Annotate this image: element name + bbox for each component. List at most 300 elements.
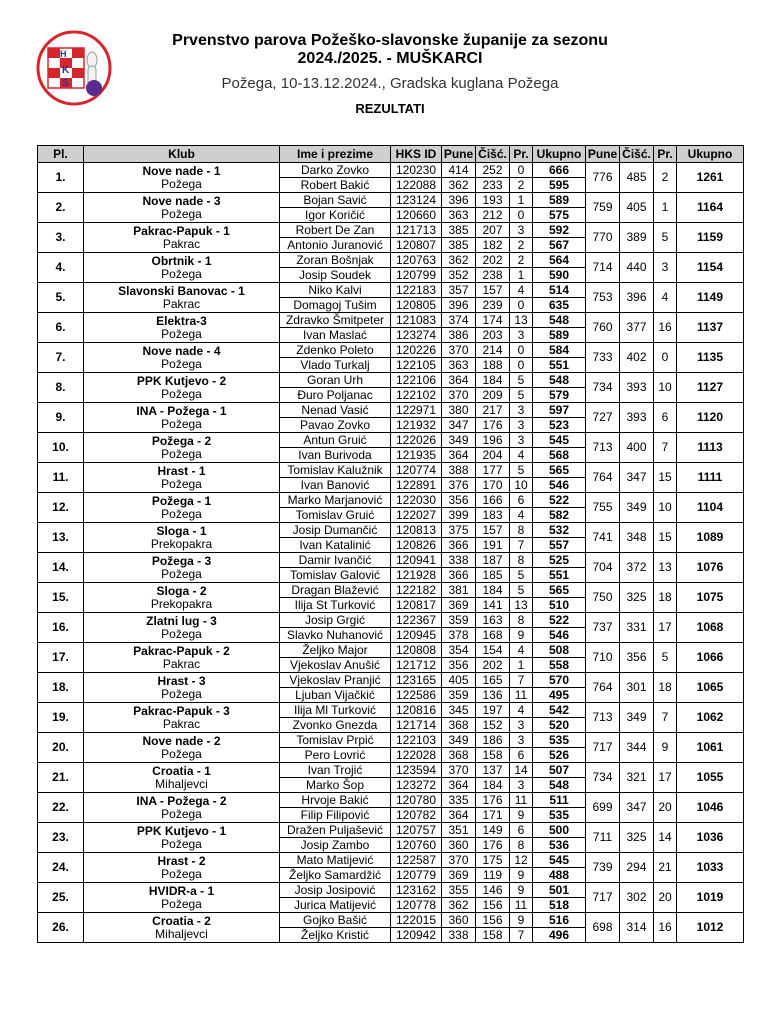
table-row xyxy=(38,553,744,568)
player-ukupno: 546 xyxy=(533,478,586,493)
player-hks-id: 120757 xyxy=(391,823,442,838)
pair-pr: 7 xyxy=(654,703,677,733)
player-cisc: 119 xyxy=(476,868,510,883)
table-row xyxy=(38,523,744,538)
player-pr: 1 xyxy=(510,658,533,673)
player-cisc: 136 xyxy=(476,688,510,703)
pair-pr: 10 xyxy=(654,493,677,523)
player-ukupno: 495 xyxy=(533,688,586,703)
player-cisc: 158 xyxy=(476,748,510,763)
place-cell: 19. xyxy=(38,703,84,733)
pair-pr: 16 xyxy=(654,913,677,943)
player-hks-id: 120782 xyxy=(391,808,442,823)
player-pune: 366 xyxy=(442,538,476,553)
player-hks-id: 120799 xyxy=(391,268,442,283)
place-cell: 24. xyxy=(38,853,84,883)
club-city: Požega xyxy=(161,386,202,401)
player-name: Hrvoje Bakić xyxy=(280,793,391,808)
player-pune: 396 xyxy=(442,193,476,208)
pair-pune: 734 xyxy=(586,763,620,793)
player-pr: 3 xyxy=(510,403,533,418)
player-ukupno: 597 xyxy=(533,403,586,418)
player-name: Tomislav Prpić xyxy=(280,733,391,748)
player-pune: 399 xyxy=(442,508,476,523)
player-pune: 388 xyxy=(442,463,476,478)
club-city: Prekopakra xyxy=(150,536,213,551)
club-city: Požega xyxy=(161,356,202,371)
player-name: Zdravko Šmitpeter xyxy=(280,313,391,328)
player-pr: 5 xyxy=(510,373,533,388)
player-name: Gojko Bašić xyxy=(280,913,391,928)
player-pr: 5 xyxy=(510,463,533,478)
club-city: Mihaljevci xyxy=(155,776,208,791)
col-pr: Pr. xyxy=(510,146,533,163)
table-row xyxy=(38,463,744,478)
club-name: Požega - 1 xyxy=(151,493,212,508)
place-cell: 3. xyxy=(38,223,84,253)
pair-ukupno: 1113 xyxy=(677,433,744,463)
player-pr: 1 xyxy=(510,268,533,283)
player-ukupno: 514 xyxy=(533,283,586,298)
player-pr: 7 xyxy=(510,673,533,688)
pair-pune: 737 xyxy=(586,613,620,643)
player-pr: 14 xyxy=(510,763,533,778)
player-pr: 6 xyxy=(510,493,533,508)
player-ukupno: 511 xyxy=(533,793,586,808)
player-ukupno: 522 xyxy=(533,613,586,628)
club-name: PPK Kutjevo - 2 xyxy=(136,373,227,388)
club-cell xyxy=(84,583,280,613)
player-pune: 370 xyxy=(442,763,476,778)
player-ukupno: 551 xyxy=(533,358,586,373)
player-cisc: 157 xyxy=(476,283,510,298)
player-hks-id: 122102 xyxy=(391,388,442,403)
pair-ukupno: 1089 xyxy=(677,523,744,553)
pair-pr: 3 xyxy=(654,253,677,283)
player-hks-id: 120807 xyxy=(391,238,442,253)
player-pr: 3 xyxy=(510,778,533,793)
table-row xyxy=(38,433,744,448)
player-cisc: 185 xyxy=(476,568,510,583)
place-cell: 22. xyxy=(38,793,84,823)
club-cell xyxy=(84,253,280,283)
pair-pr: 2 xyxy=(654,163,677,193)
player-cisc: 174 xyxy=(476,313,510,328)
player-cisc: 209 xyxy=(476,388,510,403)
player-hks-id: 122106 xyxy=(391,373,442,388)
player-pr: 5 xyxy=(510,568,533,583)
player-pr: 3 xyxy=(510,718,533,733)
player-cisc: 203 xyxy=(476,328,510,343)
table-row xyxy=(38,493,744,508)
player-cisc: 166 xyxy=(476,493,510,508)
pair-pr: 15 xyxy=(654,523,677,553)
player-pune: 356 xyxy=(442,493,476,508)
player-cisc: 239 xyxy=(476,298,510,313)
player-pune: 375 xyxy=(442,523,476,538)
pair-pune: 770 xyxy=(586,223,620,253)
table-row xyxy=(38,913,744,928)
player-pune: 362 xyxy=(442,178,476,193)
player-name: Igor Koričić xyxy=(280,208,391,223)
pair-pune: 733 xyxy=(586,343,620,373)
player-pune: 359 xyxy=(442,688,476,703)
player-ukupno: 545 xyxy=(533,853,586,868)
player-hks-id: 122027 xyxy=(391,508,442,523)
player-ukupno: 567 xyxy=(533,238,586,253)
player-cisc: 191 xyxy=(476,538,510,553)
player-name: Željko Major xyxy=(280,643,391,658)
player-hks-id: 122586 xyxy=(391,688,442,703)
player-hks-id: 121932 xyxy=(391,418,442,433)
pair-pune: 711 xyxy=(586,823,620,853)
club-cell xyxy=(84,673,280,703)
club-name: PPK Kutjevo - 1 xyxy=(136,823,227,838)
table-row xyxy=(38,313,744,328)
club-name: Nove nade - 4 xyxy=(142,343,221,358)
place-cell: 25. xyxy=(38,883,84,913)
club-city: Požega xyxy=(161,836,202,851)
player-ukupno: 522 xyxy=(533,493,586,508)
player-hks-id: 120826 xyxy=(391,538,442,553)
player-pune: 360 xyxy=(442,913,476,928)
place-cell: 12. xyxy=(38,493,84,523)
player-cisc: 204 xyxy=(476,448,510,463)
player-hks-id: 122088 xyxy=(391,178,442,193)
player-name: Željko Kristić xyxy=(280,928,391,943)
player-ukupno: 526 xyxy=(533,748,586,763)
pair-ukupno: 1111 xyxy=(677,463,744,493)
player-hks-id: 122183 xyxy=(391,283,442,298)
player-cisc: 170 xyxy=(476,478,510,493)
player-hks-id: 122182 xyxy=(391,583,442,598)
col-pair-cisc: Čišć. xyxy=(620,146,654,163)
club-cell xyxy=(84,523,280,553)
player-pr: 0 xyxy=(510,163,533,178)
player-name: Ljuban Vijačkić xyxy=(280,688,391,703)
pair-cisc: 348 xyxy=(620,523,654,553)
club-cell xyxy=(84,403,280,433)
player-name: Ivan Maslać xyxy=(280,328,391,343)
player-cisc: 146 xyxy=(476,883,510,898)
pair-cisc: 372 xyxy=(620,553,654,583)
club-name: Hrast - 1 xyxy=(157,463,206,478)
pair-cisc: 347 xyxy=(620,463,654,493)
player-ukupno: 551 xyxy=(533,568,586,583)
pair-pr: 20 xyxy=(654,883,677,913)
player-hks-id: 120816 xyxy=(391,703,442,718)
player-cisc: 149 xyxy=(476,823,510,838)
pair-pune: 760 xyxy=(586,313,620,343)
club-city: Požega xyxy=(161,686,202,701)
place-cell: 7. xyxy=(38,343,84,373)
player-ukupno: 507 xyxy=(533,763,586,778)
player-hks-id: 122103 xyxy=(391,733,442,748)
col-cisc: Čišć. xyxy=(476,146,510,163)
player-ukupno: 546 xyxy=(533,628,586,643)
club-city: Požega xyxy=(161,476,202,491)
pair-pune: 734 xyxy=(586,373,620,403)
logo-letter-h: H xyxy=(60,49,67,59)
table-row xyxy=(38,613,744,628)
player-pune: 359 xyxy=(442,613,476,628)
club-cell xyxy=(84,823,280,853)
player-cisc: 187 xyxy=(476,553,510,568)
place-cell: 9. xyxy=(38,403,84,433)
player-hks-id: 120230 xyxy=(391,163,442,178)
player-cisc: 158 xyxy=(476,928,510,943)
player-pr: 0 xyxy=(510,343,533,358)
player-pune: 349 xyxy=(442,733,476,748)
player-pr: 8 xyxy=(510,523,533,538)
club-name: Požega - 2 xyxy=(151,433,212,448)
player-hks-id: 120760 xyxy=(391,838,442,853)
player-cisc: 183 xyxy=(476,508,510,523)
club-name: Obrtnik - 1 xyxy=(151,253,212,268)
player-hks-id: 122367 xyxy=(391,613,442,628)
player-hks-id: 122587 xyxy=(391,853,442,868)
player-name: Josip Zambo xyxy=(280,838,391,853)
pair-ukupno: 1068 xyxy=(677,613,744,643)
pair-ukupno: 1154 xyxy=(677,253,744,283)
player-name: Ivan Trojić xyxy=(280,763,391,778)
player-name: Zoran Bošnjak xyxy=(280,253,391,268)
player-name: Josip Soudek xyxy=(280,268,391,283)
player-pune: 357 xyxy=(442,283,476,298)
pair-pune: 753 xyxy=(586,283,620,313)
player-pune: 363 xyxy=(442,208,476,223)
player-cisc: 163 xyxy=(476,613,510,628)
pair-ukupno: 1033 xyxy=(677,853,744,883)
player-ukupno: 542 xyxy=(533,703,586,718)
player-pr: 13 xyxy=(510,598,533,613)
table-row xyxy=(38,703,744,718)
club-name: HVIDR-a - 1 xyxy=(148,883,215,898)
pair-pune: 717 xyxy=(586,733,620,763)
player-hks-id: 121714 xyxy=(391,718,442,733)
player-ukupno: 500 xyxy=(533,823,586,838)
player-pr: 4 xyxy=(510,508,533,523)
player-ukupno: 589 xyxy=(533,328,586,343)
pair-ukupno: 1164 xyxy=(677,193,744,223)
player-pune: 385 xyxy=(442,223,476,238)
player-name: Josip Dumančić xyxy=(280,523,391,538)
pair-pune: 714 xyxy=(586,253,620,283)
club-name: Nove nade - 1 xyxy=(142,163,221,178)
player-ukupno: 595 xyxy=(533,178,586,193)
club-name: Zlatni lug - 3 xyxy=(146,613,217,628)
table-row xyxy=(38,793,744,808)
player-cisc: 176 xyxy=(476,418,510,433)
player-ukupno: 579 xyxy=(533,388,586,403)
player-hks-id: 120805 xyxy=(391,298,442,313)
pair-ukupno: 1062 xyxy=(677,703,744,733)
player-pr: 6 xyxy=(510,748,533,763)
place-cell: 6. xyxy=(38,313,84,343)
player-name: Zvonko Gnezda xyxy=(280,718,391,733)
player-pr: 7 xyxy=(510,928,533,943)
pair-pune: 776 xyxy=(586,163,620,193)
pair-ukupno: 1036 xyxy=(677,823,744,853)
table-row xyxy=(38,163,744,178)
pair-cisc: 321 xyxy=(620,763,654,793)
table-row xyxy=(38,733,744,748)
col-name: Ime i prezime xyxy=(280,146,391,163)
pair-cisc: 325 xyxy=(620,583,654,613)
player-hks-id: 122015 xyxy=(391,913,442,928)
results-label: REZULTATI xyxy=(355,101,425,116)
player-ukupno: 557 xyxy=(533,538,586,553)
player-pune: 335 xyxy=(442,793,476,808)
club-city: Pakrac xyxy=(162,236,201,251)
pair-pr: 21 xyxy=(654,853,677,883)
place-cell: 23. xyxy=(38,823,84,853)
player-name: Domagoj Tušim xyxy=(280,298,391,313)
pair-ukupno: 1019 xyxy=(677,883,744,913)
player-cisc: 207 xyxy=(476,223,510,238)
player-pr: 3 xyxy=(510,418,533,433)
club-city: Požega xyxy=(161,626,202,641)
player-hks-id: 120774 xyxy=(391,463,442,478)
club-city: Požega xyxy=(161,206,202,221)
player-name: Niko Kalvi xyxy=(280,283,391,298)
title-line-2: 2024./2025. - MUŠKARCI xyxy=(297,50,483,67)
col-pair-ukupno: Ukupno xyxy=(677,146,744,163)
player-pune: 345 xyxy=(442,703,476,718)
player-name: Mato Matijević xyxy=(280,853,391,868)
club-name: Hrast - 2 xyxy=(157,853,206,868)
player-cisc: 141 xyxy=(476,598,510,613)
player-pr: 9 xyxy=(510,883,533,898)
player-cisc: 184 xyxy=(476,583,510,598)
player-name: Josip Grgić xyxy=(280,613,391,628)
player-hks-id: 120817 xyxy=(391,598,442,613)
player-name: Pero Lovrić xyxy=(280,748,391,763)
player-ukupno: 523 xyxy=(533,418,586,433)
player-cisc: 157 xyxy=(476,523,510,538)
player-name: Vjekoslav Anušić xyxy=(280,658,391,673)
pair-ukupno: 1055 xyxy=(677,763,744,793)
player-pune: 385 xyxy=(442,238,476,253)
player-pr: 5 xyxy=(510,583,533,598)
club-name: INA - Požega - 2 xyxy=(136,793,227,808)
place-cell: 5. xyxy=(38,283,84,313)
club-cell xyxy=(84,763,280,793)
place-cell: 26. xyxy=(38,913,84,943)
table-row xyxy=(38,403,744,418)
player-pr: 6 xyxy=(510,823,533,838)
club-name: INA - Požega - 1 xyxy=(136,403,227,418)
pair-pune: 710 xyxy=(586,643,620,673)
player-pune: 370 xyxy=(442,388,476,403)
player-pune: 363 xyxy=(442,358,476,373)
player-pr: 3 xyxy=(510,328,533,343)
player-pr: 4 xyxy=(510,283,533,298)
place-cell: 21. xyxy=(38,763,84,793)
player-pune: 370 xyxy=(442,343,476,358)
table-header-row xyxy=(38,146,744,163)
player-ukupno: 592 xyxy=(533,223,586,238)
table-row xyxy=(38,223,744,238)
player-hks-id: 123162 xyxy=(391,883,442,898)
col-hks-id: HKS ID xyxy=(391,146,442,163)
player-cisc: 233 xyxy=(476,178,510,193)
player-pr: 9 xyxy=(510,913,533,928)
pair-cisc: 393 xyxy=(620,373,654,403)
table-row xyxy=(38,823,744,838)
player-name: Zdenko Poleto xyxy=(280,343,391,358)
pair-pune: 759 xyxy=(586,193,620,223)
player-pr: 2 xyxy=(510,238,533,253)
player-cisc: 238 xyxy=(476,268,510,283)
player-cisc: 152 xyxy=(476,718,510,733)
club-city: Požega xyxy=(161,416,202,431)
player-pr: 10 xyxy=(510,478,533,493)
player-ukupno: 548 xyxy=(533,373,586,388)
player-hks-id: 122105 xyxy=(391,358,442,373)
club-cell xyxy=(84,463,280,493)
player-pr: 11 xyxy=(510,688,533,703)
player-ukupno: 508 xyxy=(533,643,586,658)
player-name: Antun Gruić xyxy=(280,433,391,448)
player-pr: 4 xyxy=(510,703,533,718)
pair-pr: 5 xyxy=(654,643,677,673)
pair-pune: 699 xyxy=(586,793,620,823)
pair-pr: 10 xyxy=(654,373,677,403)
place-cell: 11. xyxy=(38,463,84,493)
pair-pune: 713 xyxy=(586,703,620,733)
pair-cisc: 347 xyxy=(620,793,654,823)
player-pune: 364 xyxy=(442,373,476,388)
place-cell: 13. xyxy=(38,523,84,553)
player-name: Tomislav Gruić xyxy=(280,508,391,523)
player-pr: 1 xyxy=(510,193,533,208)
col-pair-pr: Pr. xyxy=(654,146,677,163)
player-cisc: 176 xyxy=(476,793,510,808)
player-pune: 370 xyxy=(442,853,476,868)
player-ukupno: 565 xyxy=(533,463,586,478)
club-city: Požega xyxy=(161,446,202,461)
player-name: Josip Josipović xyxy=(280,883,391,898)
place-cell: 20. xyxy=(38,733,84,763)
player-hks-id: 122030 xyxy=(391,493,442,508)
page-header xyxy=(0,0,779,140)
pair-cisc: 302 xyxy=(620,883,654,913)
pair-cisc: 485 xyxy=(620,163,654,193)
player-cisc: 196 xyxy=(476,433,510,448)
player-pune: 349 xyxy=(442,433,476,448)
player-ukupno: 496 xyxy=(533,928,586,943)
player-name: Đuro Poljanac xyxy=(280,388,391,403)
club-cell xyxy=(84,853,280,883)
club-cell xyxy=(84,703,280,733)
player-cisc: 252 xyxy=(476,163,510,178)
player-pr: 4 xyxy=(510,643,533,658)
player-pune: 381 xyxy=(442,583,476,598)
club-cell xyxy=(84,193,280,223)
pair-cisc: 314 xyxy=(620,913,654,943)
pair-pune: 764 xyxy=(586,673,620,703)
player-pune: 368 xyxy=(442,718,476,733)
player-name: Vlado Turkalj xyxy=(280,358,391,373)
player-name: Bojan Savić xyxy=(280,193,391,208)
player-hks-id: 122891 xyxy=(391,478,442,493)
pair-cisc: 294 xyxy=(620,853,654,883)
club-name: Slavonski Banovac - 1 xyxy=(118,283,245,298)
player-hks-id: 120226 xyxy=(391,343,442,358)
pair-cisc: 349 xyxy=(620,493,654,523)
player-pune: 351 xyxy=(442,823,476,838)
